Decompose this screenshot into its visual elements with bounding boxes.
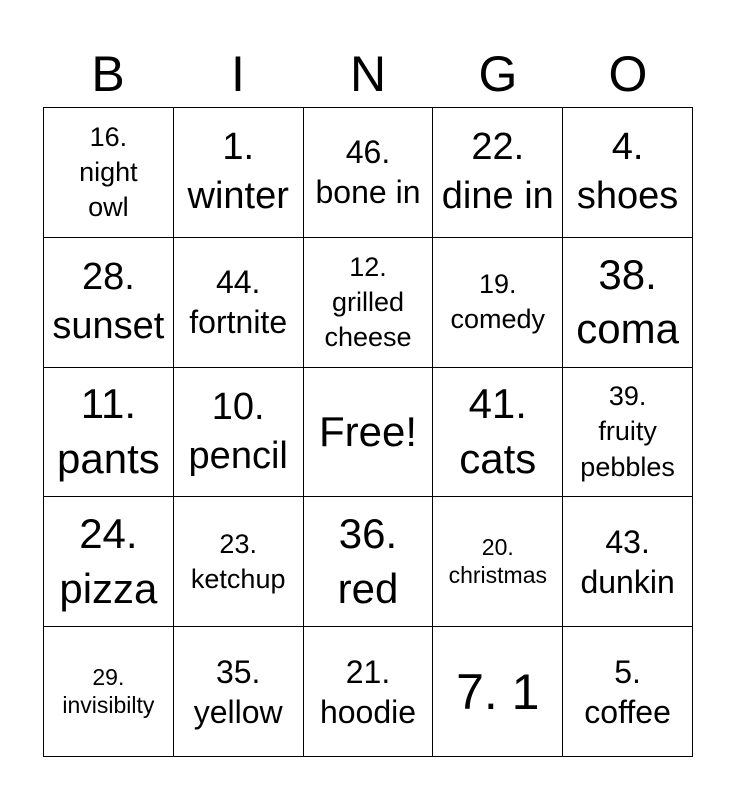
bingo-cell-text: Free! — [318, 407, 417, 455]
bingo-cell-text: 22. dine in — [441, 126, 554, 218]
bingo-cell-text: 41. cats — [459, 380, 537, 482]
bingo-cell[interactable] — [563, 497, 693, 627]
bingo-cell[interactable] — [433, 627, 563, 757]
bingo-cell-text: 29. invisibilty — [62, 664, 155, 718]
bingo-cell-text: 23. ketchup — [190, 528, 286, 594]
bingo-cell[interactable] — [433, 497, 563, 627]
bingo-cell[interactable] — [174, 108, 304, 238]
bingo-cell[interactable] — [563, 238, 693, 368]
bingo-cell[interactable] — [433, 108, 563, 238]
bingo-cell-text: 44. fortnite — [189, 264, 288, 341]
bingo-cell-text: 35. yellow — [193, 653, 283, 730]
bingo-cell-text: 46. bone in — [315, 134, 421, 211]
bingo-cell[interactable] — [304, 238, 434, 368]
bingo-cell-text: 38. coma — [576, 250, 679, 353]
bingo-cell[interactable] — [174, 627, 304, 757]
bingo-grid — [43, 107, 693, 757]
bingo-cell-text: 20. christmas — [448, 534, 547, 588]
header-letter-b: B — [91, 46, 125, 102]
bingo-cell-text: 19. comedy — [450, 269, 546, 335]
bingo-cell-text: 28. sunset — [52, 255, 165, 348]
bingo-cell[interactable] — [174, 497, 304, 627]
header-letter-g: G — [478, 46, 518, 102]
bingo-cell-text: 43. dunkin — [580, 523, 675, 600]
bingo-cell[interactable] — [563, 627, 693, 757]
bingo-cell-text: 11. pants — [57, 380, 160, 482]
bingo-cell-text: 16. night owl — [79, 121, 138, 222]
bingo-cell[interactable] — [433, 238, 563, 368]
header-letter-o: O — [608, 46, 648, 102]
bingo-cell[interactable] — [174, 238, 304, 368]
bingo-cell-text: 24. pizza — [59, 510, 158, 612]
bingo-cell-text: 36. red — [337, 510, 399, 612]
bingo-cell-text: 7. 1 — [456, 663, 540, 720]
bingo-cell[interactable] — [44, 497, 174, 627]
bingo-cell[interactable] — [44, 238, 174, 368]
bingo-cell-text: 12. grilled cheese — [324, 251, 412, 352]
bingo-cell-text: 39. fruity pebbles — [580, 381, 675, 482]
header-letter-i: I — [231, 46, 245, 102]
bingo-cell-text: 10. pencil — [188, 385, 288, 477]
bingo-cell[interactable] — [44, 108, 174, 238]
bingo-cell[interactable] — [433, 368, 563, 498]
bingo-cell[interactable] — [563, 108, 693, 238]
bingo-cell[interactable] — [304, 497, 434, 627]
bingo-cell-text: 4. shoes — [576, 126, 679, 218]
bingo-cell[interactable] — [44, 368, 174, 498]
bingo-cell[interactable] — [563, 368, 693, 498]
bingo-cell-text: 5. coffee — [584, 653, 671, 730]
bingo-cell[interactable] — [44, 627, 174, 757]
bingo-cell-text: 21. hoodie — [319, 653, 417, 730]
bingo-cell[interactable] — [304, 108, 434, 238]
bingo-cell-text: 1. winter — [187, 126, 289, 218]
bingo-cell[interactable] — [174, 368, 304, 498]
bingo-header — [43, 42, 693, 106]
bingo-cell[interactable] — [304, 627, 434, 757]
bingo-cell[interactable] — [304, 368, 434, 498]
header-letter-n: N — [349, 46, 387, 102]
